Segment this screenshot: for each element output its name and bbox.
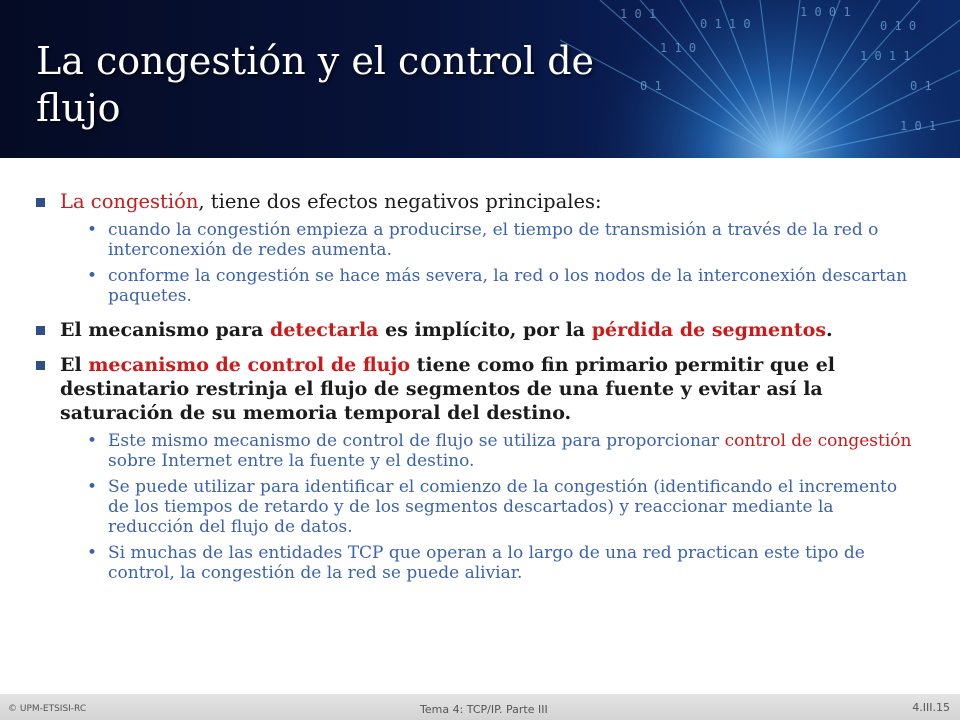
square-bullet-icon [36,326,45,335]
highlight-text: pérdida de segmentos [591,319,827,341]
highlight-text: control de congestión [724,431,912,451]
sub-bullet-text: sobre Internet entre la fuente y el destino. [108,451,475,471]
bullet-text: El mecanismo para [60,319,271,341]
highlight-text: La congestión [60,190,199,213]
sub-bullet-text: Se puede utilizar para identificar el comienzo de la congestión (identificando el incremento de los tiempos de retardo y de los segmentos descartados) y reaccionar mediante la reducción del flujo de datos. [108,477,898,537]
round-bullet-icon: • [87,220,98,240]
bullet-flow-control [34,353,914,425]
bullet-congestion-effects [34,190,914,214]
sub-bullet-text: Si muchas de las entidades TCP que operan a lo largo de una red practican este tipo de control, la congestión de la red se puede aliviar. [108,543,865,583]
sub-bullet [34,431,914,471]
svg-text:0 1: 0 1 [640,79,662,93]
sub-bullet-text: conforme la congestión se hace más severa, la red o los nodos de la interconexión descartan paquetes. [108,266,908,306]
bullet-text: . [826,319,833,341]
page-number: 4.III.15 [912,701,950,714]
sub-bullet-text: Este mismo mecanismo de control de flujo se utiliza para proporcionar [108,431,725,451]
slide-header [0,0,960,158]
bullet-text: es implícito, por la [378,319,592,341]
topic-text: Tema 4: TCP/IP. Parte III [420,703,548,716]
highlight-text: detectarla [270,319,379,341]
sub-bullet-text: cuando la congestión empieza a producirse, el tiempo de transmisión a través de la red o interconexión de redes aumenta. [108,220,879,260]
bullet-text: tiene como fin primario permitir que el destinatario restrinja el flujo de segmentos de una fuente y evitar así la saturación de su memoria temporal del destino. [60,354,835,424]
svg-text:1 1 0: 1 1 0 [660,41,697,55]
copyright-text: © UPM-ETSISI-RC [8,704,87,714]
sub-bullet [34,543,914,583]
svg-text:1 0 0 1: 1 0 0 1 [800,5,851,19]
sub-bullet [34,266,914,306]
svg-text:1 0 1: 1 0 1 [900,119,937,133]
slide-title: La congestión y el control de flujo [36,39,595,130]
sub-bullet [34,477,914,537]
bullet-text: El [60,354,89,376]
round-bullet-icon: • [87,543,98,563]
slide-footer [0,694,960,720]
square-bullet-icon [36,361,45,370]
bullet-detection [34,318,914,342]
square-bullet-icon [36,198,45,207]
svg-text:0 1 0: 0 1 0 [880,19,917,33]
round-bullet-icon: • [87,477,98,497]
svg-text:0 1: 0 1 [910,79,932,93]
bullet-text: , tiene dos efectos negativos principales: [198,190,602,213]
round-bullet-icon: • [87,266,98,286]
sub-bullet [34,220,914,260]
svg-text:1 0 1: 1 0 1 [620,7,657,21]
highlight-text: mecanismo de control de flujo [88,354,411,376]
round-bullet-icon: • [87,431,98,451]
svg-text:1 0 1 1: 1 0 1 1 [860,49,911,63]
slide-body [34,190,914,583]
svg-text:0 1 1 0: 0 1 1 0 [700,17,751,31]
